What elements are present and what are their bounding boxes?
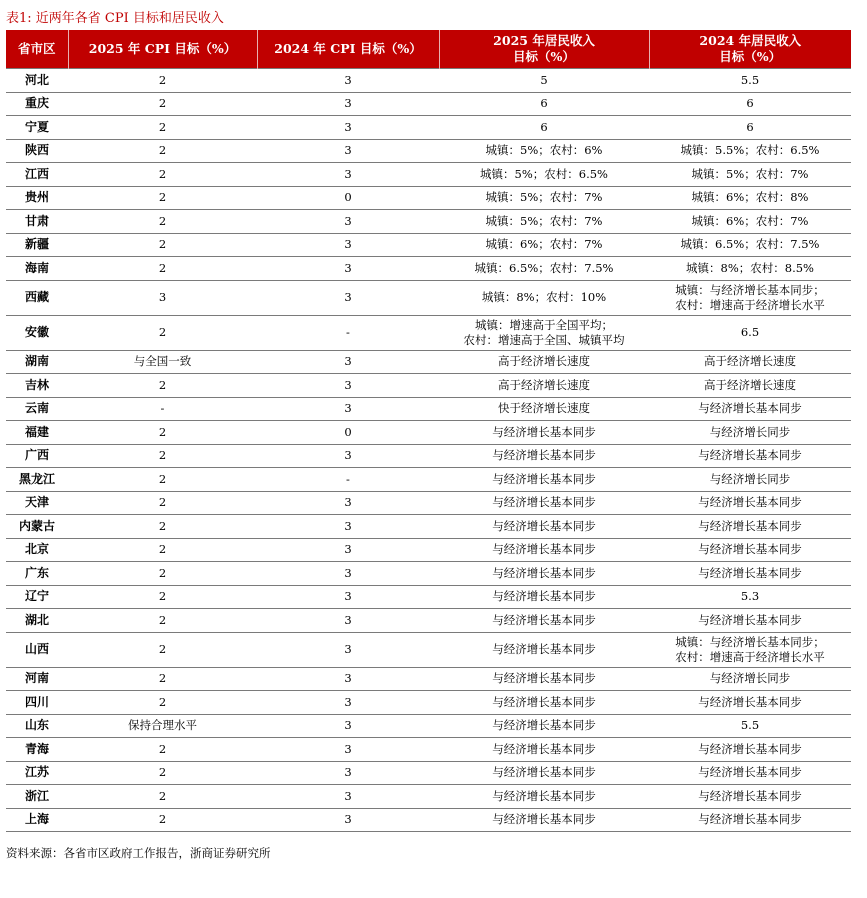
cell-province: 山西	[6, 632, 68, 667]
cell-income-2024: 城镇：6%；农村：8%	[649, 186, 851, 210]
cell-province: 北京	[6, 538, 68, 562]
cell-province: 青海	[6, 738, 68, 762]
cell-income-2025: 与经济增长基本同步	[439, 761, 649, 785]
cell-income-2024: 与经济增长基本同步	[649, 491, 851, 515]
cell-cpi-2025: -	[68, 397, 257, 421]
cell-income-2024: 城镇：5%；农村：7%	[649, 163, 851, 187]
cell-income-2024: 与经济增长基本同步	[649, 738, 851, 762]
cell-province: 河南	[6, 667, 68, 691]
cell-province: 浙江	[6, 785, 68, 809]
cell-cpi-2024: 3	[257, 69, 439, 93]
cell-income-2025: 5	[439, 69, 649, 93]
cell-income-2025: 与经济增长基本同步	[439, 738, 649, 762]
cell-cpi-2024: 3	[257, 785, 439, 809]
cell-income-2025: 与经济增长基本同步	[439, 515, 649, 539]
cell-province: 吉林	[6, 374, 68, 398]
cpi-income-table	[6, 30, 851, 832]
cell-income-2024: 城镇：8%；农村：8.5%	[649, 257, 851, 281]
cell-cpi-2025: 2	[68, 257, 257, 281]
cell-cpi-2025: 2	[68, 69, 257, 93]
table-row	[6, 761, 851, 785]
cell-cpi-2024: 3	[257, 761, 439, 785]
header-cpi-2024: 2024 年 CPI 目标（%）	[257, 30, 439, 69]
cell-province: 山东	[6, 714, 68, 738]
cell-province: 湖南	[6, 350, 68, 374]
cell-cpi-2024: 3	[257, 233, 439, 257]
cell-income-2024: 与经济增长基本同步	[649, 515, 851, 539]
cell-income-2024: 6.5	[649, 315, 851, 350]
table-row	[6, 280, 851, 315]
cell-cpi-2025: 2	[68, 139, 257, 163]
table-row	[6, 350, 851, 374]
header-cpi-2025: 2025 年 CPI 目标（%）	[68, 30, 257, 69]
source-note: 资料来源：各省市区政府工作报告，浙商证券研究所	[6, 846, 271, 860]
table-row	[6, 397, 851, 421]
cell-income-2025: 城镇：6%；农村：7%	[439, 233, 649, 257]
cell-cpi-2025: 2	[68, 444, 257, 468]
table-row	[6, 139, 851, 163]
cell-cpi-2024: 0	[257, 186, 439, 210]
cell-income-2025: 高于经济增长速度	[439, 350, 649, 374]
cell-cpi-2024: 3	[257, 491, 439, 515]
cell-income-2024: 与经济增长基本同步	[649, 397, 851, 421]
cell-income-2025: 与经济增长基本同步	[439, 785, 649, 809]
cell-income-2024: 城镇：与经济增长基本同步； 农村：增速高于经济增长水平	[649, 632, 851, 667]
cell-province: 广东	[6, 562, 68, 586]
cell-cpi-2025: 与全国一致	[68, 350, 257, 374]
header-income-2024: 2024 年居民收入 目标（%）	[649, 30, 851, 69]
cell-cpi-2025: 2	[68, 374, 257, 398]
cell-cpi-2024: -	[257, 315, 439, 350]
cell-cpi-2024: 3	[257, 280, 439, 315]
cell-cpi-2025: 2	[68, 785, 257, 809]
cell-cpi-2024: 3	[257, 444, 439, 468]
cell-income-2025: 城镇：8%；农村：10%	[439, 280, 649, 315]
cell-income-2025: 快于经济增长速度	[439, 397, 649, 421]
cell-cpi-2025: 2	[68, 163, 257, 187]
cell-cpi-2024: 3	[257, 714, 439, 738]
cell-cpi-2024: 3	[257, 210, 439, 234]
cell-income-2024: 5.5	[649, 69, 851, 93]
cell-cpi-2024: 3	[257, 738, 439, 762]
cell-cpi-2025: 2	[68, 491, 257, 515]
cell-province: 广西	[6, 444, 68, 468]
cell-income-2024: 与经济增长基本同步	[649, 538, 851, 562]
cell-cpi-2025: 2	[68, 562, 257, 586]
table-row	[6, 421, 851, 445]
table-row	[6, 92, 851, 116]
cell-income-2025: 城镇：5%；农村：7%	[439, 210, 649, 234]
cell-cpi-2025: 2	[68, 468, 257, 492]
cell-cpi-2025: 2	[68, 808, 257, 832]
cell-cpi-2025: 2	[68, 585, 257, 609]
table-row	[6, 257, 851, 281]
cell-income-2024: 与经济增长基本同步	[649, 444, 851, 468]
cell-income-2025: 与经济增长基本同步	[439, 667, 649, 691]
cell-income-2025: 与经济增长基本同步	[439, 491, 649, 515]
cell-province: 宁夏	[6, 116, 68, 140]
cell-income-2024: 城镇：6%；农村：7%	[649, 210, 851, 234]
table-row	[6, 116, 851, 140]
cell-income-2025: 高于经济增长速度	[439, 374, 649, 398]
header-province: 省市区	[6, 30, 68, 69]
cell-income-2025: 城镇：5%；农村：6.5%	[439, 163, 649, 187]
cell-income-2025: 城镇：5%；农村：6%	[439, 139, 649, 163]
cell-cpi-2024: 3	[257, 667, 439, 691]
table-row	[6, 186, 851, 210]
cell-cpi-2025: 2	[68, 210, 257, 234]
cell-cpi-2024: 3	[257, 397, 439, 421]
cell-cpi-2024: 3	[257, 116, 439, 140]
cell-income-2024: 城镇：5.5%；农村：6.5%	[649, 139, 851, 163]
cell-income-2025: 与经济增长基本同步	[439, 468, 649, 492]
cell-cpi-2024: 3	[257, 257, 439, 281]
cell-province: 福建	[6, 421, 68, 445]
cell-province: 西藏	[6, 280, 68, 315]
cell-cpi-2025: 2	[68, 515, 257, 539]
cell-cpi-2024: 3	[257, 609, 439, 633]
cell-income-2025: 城镇：5%；农村：7%	[439, 186, 649, 210]
table-row	[6, 210, 851, 234]
cell-cpi-2025: 2	[68, 691, 257, 715]
cell-income-2024: 与经济增长基本同步	[649, 808, 851, 832]
cell-income-2025: 6	[439, 92, 649, 116]
cell-province: 上海	[6, 808, 68, 832]
table-row	[6, 69, 851, 93]
cell-cpi-2025: 3	[68, 280, 257, 315]
cell-province: 黑龙江	[6, 468, 68, 492]
table-row	[6, 315, 851, 350]
cell-province: 内蒙古	[6, 515, 68, 539]
cell-income-2025: 城镇：增速高于全国平均； 农村：增速高于全国、城镇平均	[439, 315, 649, 350]
table-row	[6, 808, 851, 832]
cell-income-2024: 与经济增长基本同步	[649, 562, 851, 586]
cell-province: 天津	[6, 491, 68, 515]
cell-cpi-2025: 2	[68, 538, 257, 562]
cell-income-2024: 城镇：与经济增长基本同步； 农村：增速高于经济增长水平	[649, 280, 851, 315]
cell-income-2024: 6	[649, 116, 851, 140]
cell-cpi-2025: 2	[68, 186, 257, 210]
cell-province: 重庆	[6, 92, 68, 116]
table-row	[6, 585, 851, 609]
cell-province: 贵州	[6, 186, 68, 210]
table-row	[6, 444, 851, 468]
cell-income-2024: 高于经济增长速度	[649, 374, 851, 398]
table-row	[6, 163, 851, 187]
cell-cpi-2024: 3	[257, 374, 439, 398]
cell-income-2024: 与经济增长同步	[649, 421, 851, 445]
cell-income-2025: 与经济增长基本同步	[439, 562, 649, 586]
cell-province: 江苏	[6, 761, 68, 785]
table-row	[6, 691, 851, 715]
cell-province: 江西	[6, 163, 68, 187]
cell-income-2025: 与经济增长基本同步	[439, 714, 649, 738]
cell-income-2025: 6	[439, 116, 649, 140]
table-body	[6, 69, 851, 832]
cell-province: 海南	[6, 257, 68, 281]
cell-income-2024: 与经济增长基本同步	[649, 691, 851, 715]
table-row	[6, 538, 851, 562]
table-header	[6, 30, 851, 69]
cell-cpi-2025: 2	[68, 667, 257, 691]
cell-cpi-2024: 3	[257, 808, 439, 832]
cell-province: 陕西	[6, 139, 68, 163]
table-row	[6, 667, 851, 691]
cell-cpi-2025: 2	[68, 738, 257, 762]
cell-income-2025: 与经济增长基本同步	[439, 808, 649, 832]
cell-cpi-2024: 3	[257, 515, 439, 539]
cell-cpi-2024: 3	[257, 163, 439, 187]
cell-cpi-2024: 3	[257, 691, 439, 715]
cell-cpi-2024: 3	[257, 562, 439, 586]
cell-cpi-2025: 2	[68, 116, 257, 140]
cell-income-2025: 与经济增长基本同步	[439, 538, 649, 562]
cell-province: 甘肃	[6, 210, 68, 234]
table-caption: 表1: 近两年各省 CPI 目标和居民收入	[6, 11, 224, 26]
table-row	[6, 632, 851, 667]
cell-income-2025: 与经济增长基本同步	[439, 444, 649, 468]
cell-cpi-2025: 2	[68, 761, 257, 785]
table-row	[6, 785, 851, 809]
cell-province: 河北	[6, 69, 68, 93]
table-row	[6, 515, 851, 539]
cell-income-2024: 与经济增长基本同步	[649, 761, 851, 785]
cell-cpi-2024: 3	[257, 538, 439, 562]
cell-income-2025: 城镇：6.5%；农村：7.5%	[439, 257, 649, 281]
cell-income-2024: 与经济增长基本同步	[649, 609, 851, 633]
cell-cpi-2025: 2	[68, 233, 257, 257]
cell-cpi-2024: 3	[257, 632, 439, 667]
header-row	[6, 30, 851, 69]
cell-income-2024: 与经济增长基本同步	[649, 785, 851, 809]
cell-income-2024: 与经济增长同步	[649, 667, 851, 691]
cell-province: 四川	[6, 691, 68, 715]
cell-province: 安徽	[6, 315, 68, 350]
cell-income-2025: 与经济增长基本同步	[439, 632, 649, 667]
cell-province: 云南	[6, 397, 68, 421]
cell-cpi-2024: 3	[257, 585, 439, 609]
cell-cpi-2024: 3	[257, 139, 439, 163]
cell-cpi-2024: 0	[257, 421, 439, 445]
cell-cpi-2024: 3	[257, 350, 439, 374]
cell-cpi-2025: 2	[68, 421, 257, 445]
cell-province: 湖北	[6, 609, 68, 633]
table-row	[6, 468, 851, 492]
cell-cpi-2025: 2	[68, 92, 257, 116]
cell-income-2024: 5.5	[649, 714, 851, 738]
cell-income-2025: 与经济增长基本同步	[439, 609, 649, 633]
cell-income-2024: 城镇：6.5%；农村：7.5%	[649, 233, 851, 257]
cell-income-2024: 与经济增长同步	[649, 468, 851, 492]
table-row	[6, 491, 851, 515]
cell-cpi-2025: 2	[68, 632, 257, 667]
cell-cpi-2025: 2	[68, 609, 257, 633]
cell-income-2024: 5.3	[649, 585, 851, 609]
cell-cpi-2024: 3	[257, 92, 439, 116]
cell-income-2025: 与经济增长基本同步	[439, 421, 649, 445]
cell-income-2025: 与经济增长基本同步	[439, 691, 649, 715]
cell-cpi-2025: 2	[68, 315, 257, 350]
table-row	[6, 609, 851, 633]
cell-province: 辽宁	[6, 585, 68, 609]
cell-cpi-2025: 保持合理水平	[68, 714, 257, 738]
table-row	[6, 374, 851, 398]
cell-province: 新疆	[6, 233, 68, 257]
cell-cpi-2024: -	[257, 468, 439, 492]
table-row	[6, 233, 851, 257]
header-income-2025: 2025 年居民收入 目标（%）	[439, 30, 649, 69]
cell-income-2025: 与经济增长基本同步	[439, 585, 649, 609]
cell-income-2024: 高于经济增长速度	[649, 350, 851, 374]
cell-income-2024: 6	[649, 92, 851, 116]
table-row	[6, 714, 851, 738]
table-row	[6, 738, 851, 762]
table-row	[6, 562, 851, 586]
